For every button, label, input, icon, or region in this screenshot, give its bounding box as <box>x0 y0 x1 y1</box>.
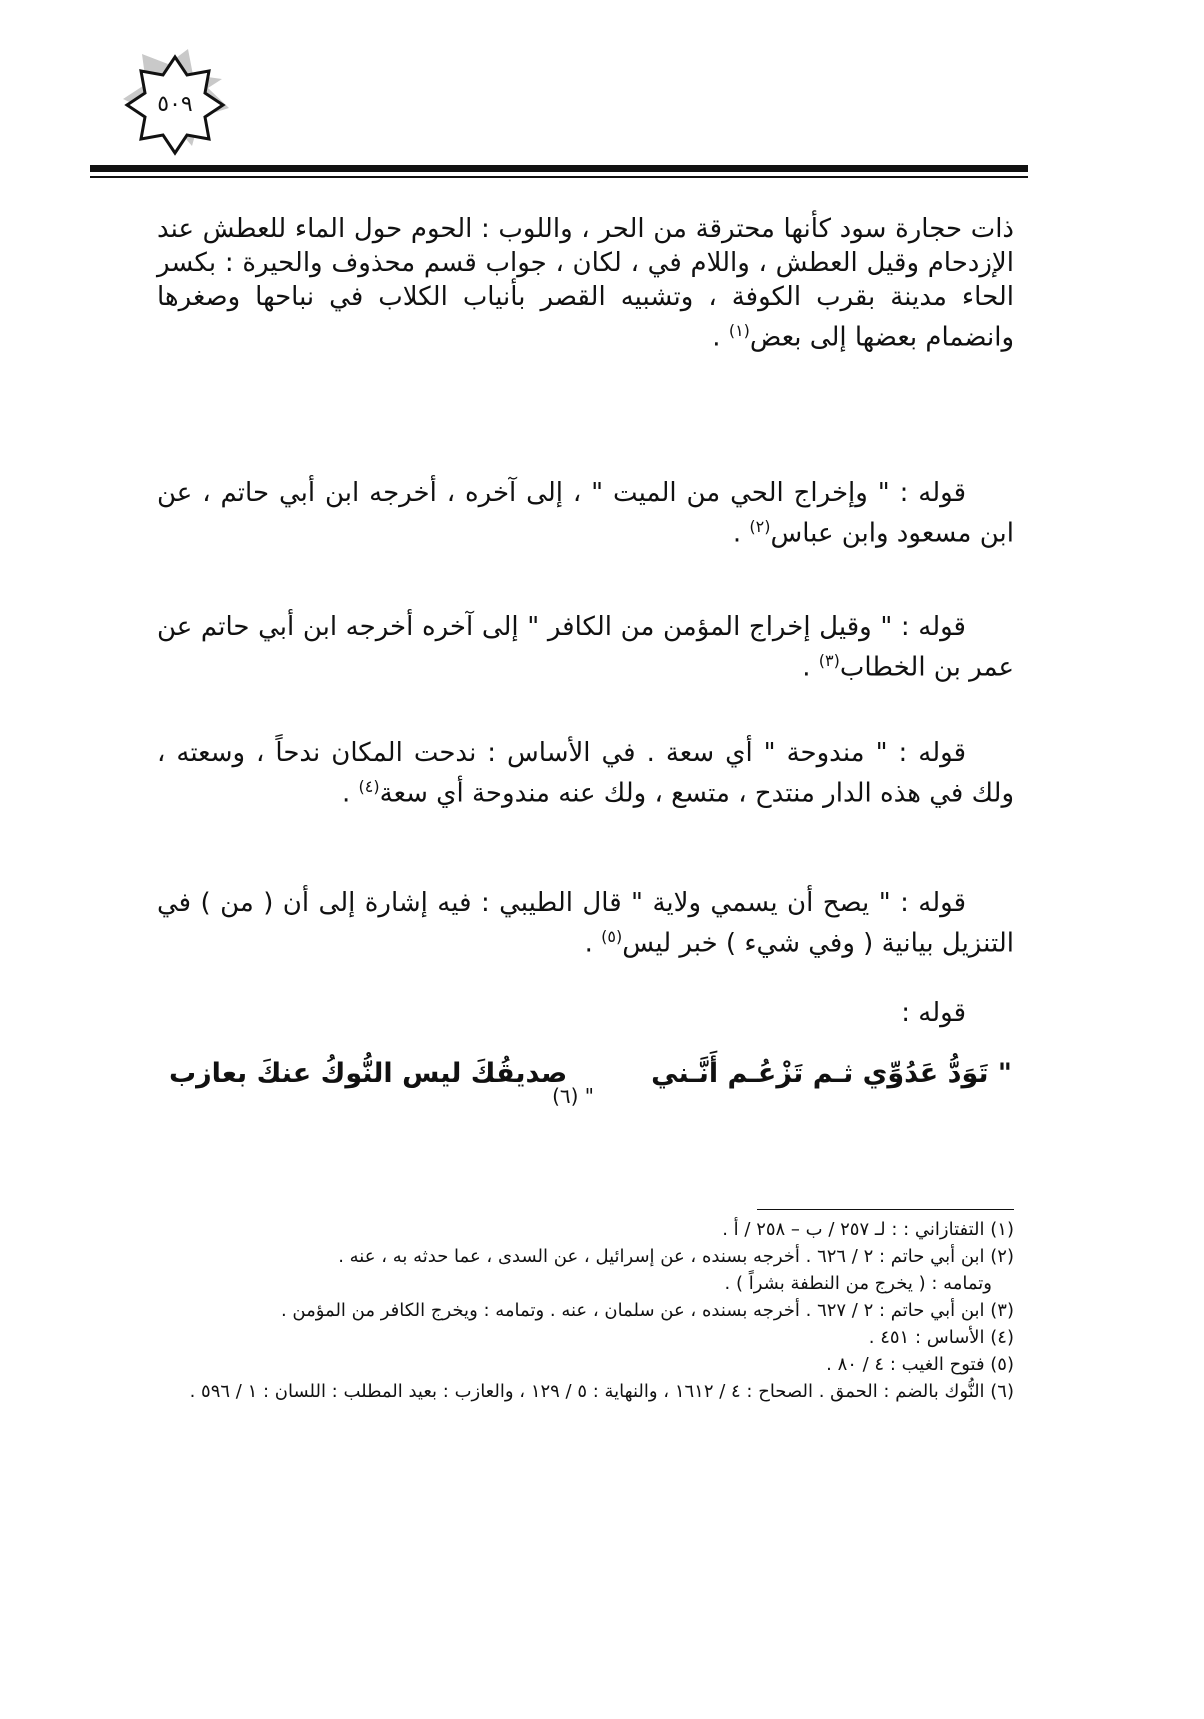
paragraph-2: قوله : " وإخراج الحي من الميت " ، إلى آخره ، أخرجه ابن أبي حاتم ، عن ابن مسعود وابن عباس$^{(٢)}$ . <box>157 478 1014 549</box>
footnote-6: (٦) النُّوك بالضم : الحمق . الصحاح : ٤ / ١٦١٢ ، والنهاية : ٥ / ١٢٩ ، والعازب : بعيد المطلب : اللسان : ١ / ٥٩٦ . <box>189 1381 1014 1402</box>
paragraph-3: قوله : " وقيل إخراج المؤمن من الكافر " إلى آخره أخرجه ابن أبي حاتم عن عمر بن الخطاب$^{(٣)}$ . <box>157 612 1014 683</box>
header-rule-thick <box>90 165 1028 172</box>
footnote-1: (١) التفتازاني : : لـ ٢٥٧ / ب – ٢٥٨ / أ . <box>722 1219 1014 1240</box>
paragraph-5: قوله : " يصح أن يسمي ولاية " قال الطيبي : فيه إشارة إلى أن ( من ) في التنزيل بيانية ( وفي شيء ) خبر ليس$^{(٥)}$ . <box>157 888 1014 959</box>
verse-closing-quote-ref[interactable]: " (٦) <box>552 1084 594 1108</box>
footnote-ref-3[interactable]: (٣) <box>818 651 840 670</box>
footnote-separator <box>757 1209 1014 1210</box>
verse-second-hemistich: صديقُكَ ليس النُّوكُ عنكَ بعازب <box>169 1058 568 1089</box>
page-number-badge <box>110 40 240 170</box>
poetry-verse <box>157 1058 1014 1128</box>
header-rule-thin <box>90 176 1028 178</box>
footnote-2: (٢) ابن أبي حاتم : ٢ / ٦٢٦ . أخرجه بسنده ، عن إسرائيل ، عن السدى ، عما حدثه به ، عنه . <box>338 1246 1014 1267</box>
footnote-ref-5[interactable]: (٥) <box>601 927 623 946</box>
paragraph-6: قوله : <box>901 998 966 1028</box>
footnote-4: (٤) الأساس : ٤٥١ . <box>868 1327 1014 1348</box>
paragraph-1: ذات حجارة سود كأنها محترقة من الحر ، واللوب : الحوم حول الماء للعطش عند الإزدحام وقيل العطش ، واللام في ، لكان ، جواب قسم محذوف والحيرة : بكسر الحاء مدينة بقرب الكوفة ، وتشبيه القصر بأنياب الكلاب في نباحها وصغرها وانضمام بعضها إلى بعض$^{(١)}$ . <box>157 214 1014 353</box>
verse-first-hemistich: " تَوَدُّ عَدُوِّي ثـم تَزْعُـم أَنَّـني <box>651 1058 1012 1089</box>
footnote-2-continuation: وتمامه : ( يخرج من النطفة بشراً ) . <box>724 1273 992 1294</box>
paragraph-4: قوله : " مندوحة " أي سعة . في الأساس : ندحت المكان ندحاً ، وسعته ، ولك في هذه الدار منتدح ، متسع ، ولك عنه مندوحة أي سعة$^{(٤)}$ . <box>157 738 1014 809</box>
footnotes <box>157 1216 1014 1405</box>
footnote-3: (٣) ابن أبي حاتم : ٢ / ٦٢٧ . أخرجه بسنده ، عن سلمان ، عنه . وتمامه : ويخرج الكافر من المؤمن . <box>280 1300 1014 1321</box>
footnote-ref-4[interactable]: (٤) <box>358 777 380 796</box>
footnote-ref-2[interactable]: (٢) <box>749 517 771 536</box>
page-number: ٥٠٩ <box>157 92 193 117</box>
footnote-ref-1[interactable]: (١) <box>728 321 750 340</box>
footnote-5: (٥) فتوح الغيب : ٤ / ٨٠ . <box>826 1354 1014 1375</box>
